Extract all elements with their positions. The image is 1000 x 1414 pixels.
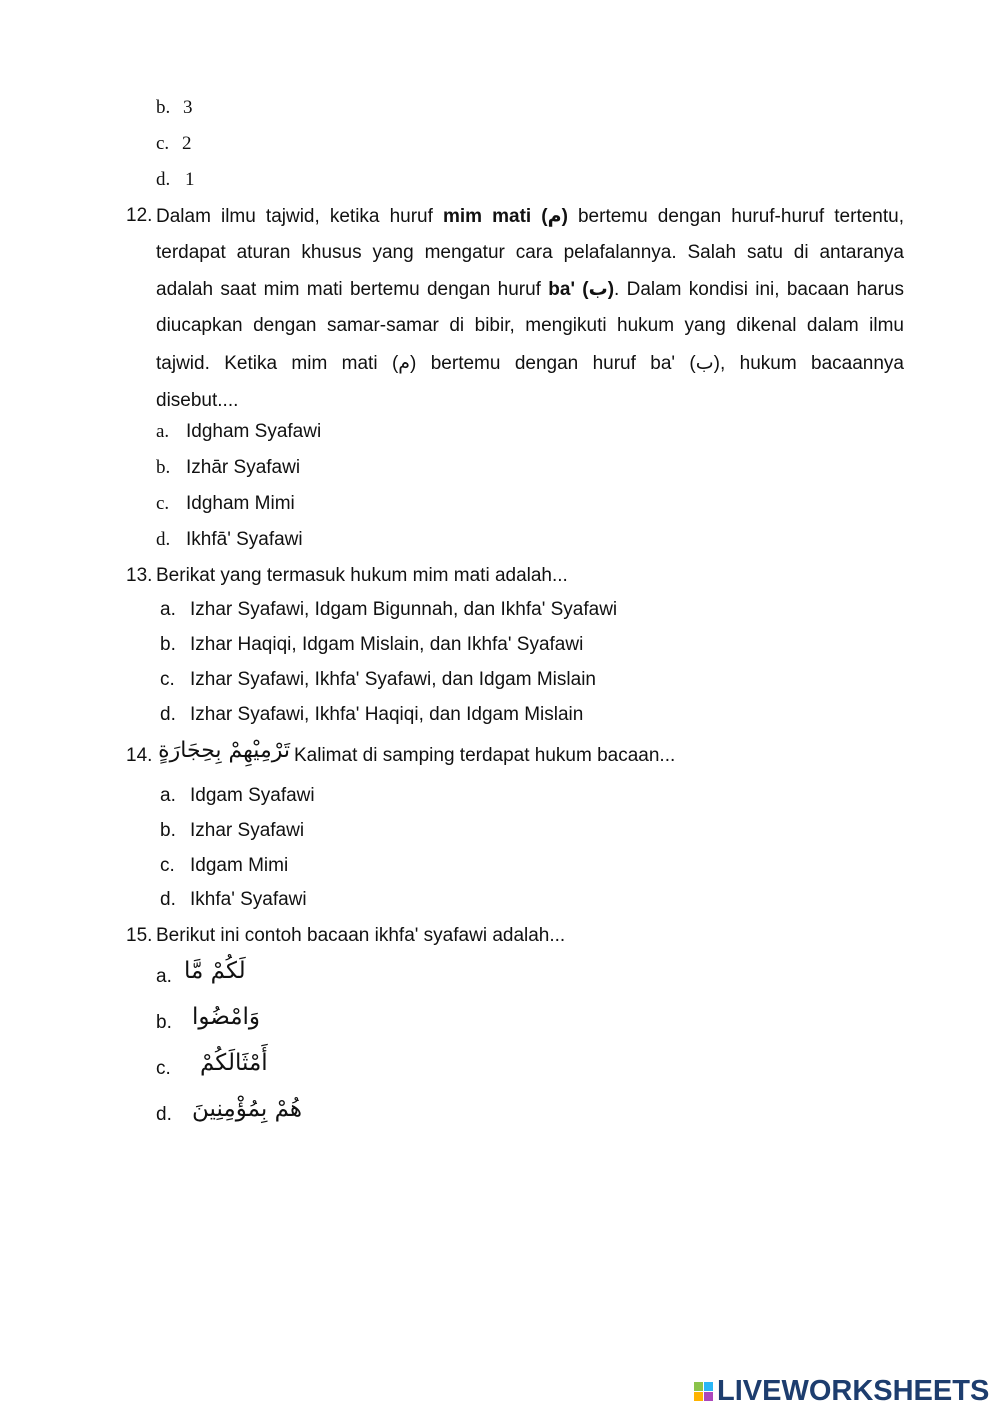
q15-option-c[interactable] [156,1050,356,1086]
option-text: Idgam Mimi [190,855,289,876]
question-number-13: 13. [126,565,153,586]
q13-option-c[interactable] [160,669,596,691]
q12-line-1: Dalam ilmu tajwid, ketika huruf mim mati (م) bertemu dengan huruf-huruf tertentu, [156,205,904,227]
mim-letter: م [547,205,562,227]
question-text-15: Berikut ini contoh bacaan ikhfa' syafawi adalah... [156,925,566,946]
option-letter: b. [160,820,176,841]
option-arabic: هُمْ بِمُؤْمِنِينَ [192,1096,303,1122]
option-letter: d. [160,889,176,910]
option-letter: b. [156,1012,172,1033]
q13-option-b[interactable] [160,634,584,656]
option-text: Izhar Haqiqi, Idgam Mislain, dan Ikhfa' Syafawi [190,634,584,655]
q12-option-b[interactable] [156,457,301,479]
logo-square [694,1382,703,1391]
option-text: 2 [181,133,192,154]
option-arabic: لَكُمْ مَّا [184,958,246,984]
option-text: 3 [183,97,193,118]
option-letter: d. [156,529,171,550]
logo-text: LIVEWORKSHEETS [717,1374,990,1407]
option-arabic: وَامْضُوا [192,1004,261,1030]
question-number-15: 15. [126,925,153,946]
question-number-12: 12. [126,205,153,226]
q12-option-a[interactable] [156,421,322,443]
option-letter: a. [160,785,176,806]
option-letter: b. [156,457,171,478]
option-letter: b. [160,634,176,655]
q12-line-2: terdapat aturan khusus yang mengatur cara pelafalannya. Salah satu di antaranya [156,242,904,263]
option-text: Izhar Syafawi, Ikhfa' Syafawi, dan Idgam Mislain [190,669,596,690]
q12-line-4: diucapkan dengan samar-samar di bibir, mengikuti hukum yang dikenal dalam ilmu [156,315,904,336]
logo-square [704,1392,713,1401]
option-text: Idgam Syafawi [190,785,315,806]
logo-grid-icon [694,1382,713,1401]
ba-letter: ب [588,278,608,300]
option-arabic: أَمْثَالَكُمْ [200,1050,268,1076]
question-text-13: Berikat yang termasuk hukum mim mati adalah... [156,565,568,586]
option-letter: a. [156,966,172,987]
option-text: Idgham Mimi [186,493,295,514]
q15-option-a[interactable] [156,958,356,994]
option-letter: c. [156,493,170,514]
q12-option-c[interactable] [156,493,295,515]
q14-option-a[interactable] [160,785,315,807]
option-letter: d. [156,169,171,190]
logo-square [704,1382,713,1391]
question-number-14: 14. [126,745,153,766]
q15-option-d[interactable] [156,1096,356,1132]
q14-option-b[interactable] [160,820,305,842]
q13-option-d[interactable] [160,704,584,726]
option-text: Izhar Syafawi, Idgam Bigunnah, dan Ikhfa' Syafawi [190,599,618,620]
liveworksheets-logo[interactable] [694,1374,989,1408]
option-letter: c. [160,855,175,876]
q12-line-3: adalah saat mim mati bertemu dengan huruf ba' (ب). Dalam kondisi ini, bacaan harus [156,278,904,300]
question-text-14: Kalimat di samping terdapat hukum bacaan... [294,745,676,766]
option-letter: a. [160,599,176,620]
q12-line-6: disebut.... [156,390,239,411]
option-c-q11[interactable] [156,133,191,155]
option-text: Izhār Syafawi [186,457,301,478]
q13-option-a[interactable] [160,599,618,621]
arabic-phrase-14: تَرْمِيْهِمْ بِحِجَارَةٍ [158,738,290,763]
option-letter: b. [156,97,171,118]
option-text: Ikhfa' Syafawi [190,889,307,910]
option-letter: c. [160,669,175,690]
option-text: Izhar Syafawi, Ikhfa' Haqiqi, dan Idgam Mislain [190,704,584,725]
option-letter: c. [156,133,170,154]
option-letter: d. [160,704,176,725]
option-b-q11[interactable] [156,97,193,119]
question-text-12 [156,198,904,419]
option-d-q11[interactable] [156,169,195,191]
option-letter: d. [156,1104,172,1125]
logo-square [694,1392,703,1401]
option-letter: c. [156,1058,171,1079]
option-text: Ikhfā' Syafawi [186,529,303,550]
q14-option-d[interactable] [160,889,307,911]
q14-option-c[interactable] [160,855,289,877]
option-text: Izhar Syafawi [190,820,305,841]
option-letter: a. [156,421,170,442]
option-text: 1 [185,169,195,190]
q12-option-d[interactable] [156,529,303,551]
q15-option-b[interactable] [156,1004,356,1040]
q12-line-5: tajwid. Ketika mim mati (م) bertemu dengan huruf ba' (ب), hukum bacaannya [156,352,904,374]
option-text: Idgham Syafawi [186,421,322,442]
